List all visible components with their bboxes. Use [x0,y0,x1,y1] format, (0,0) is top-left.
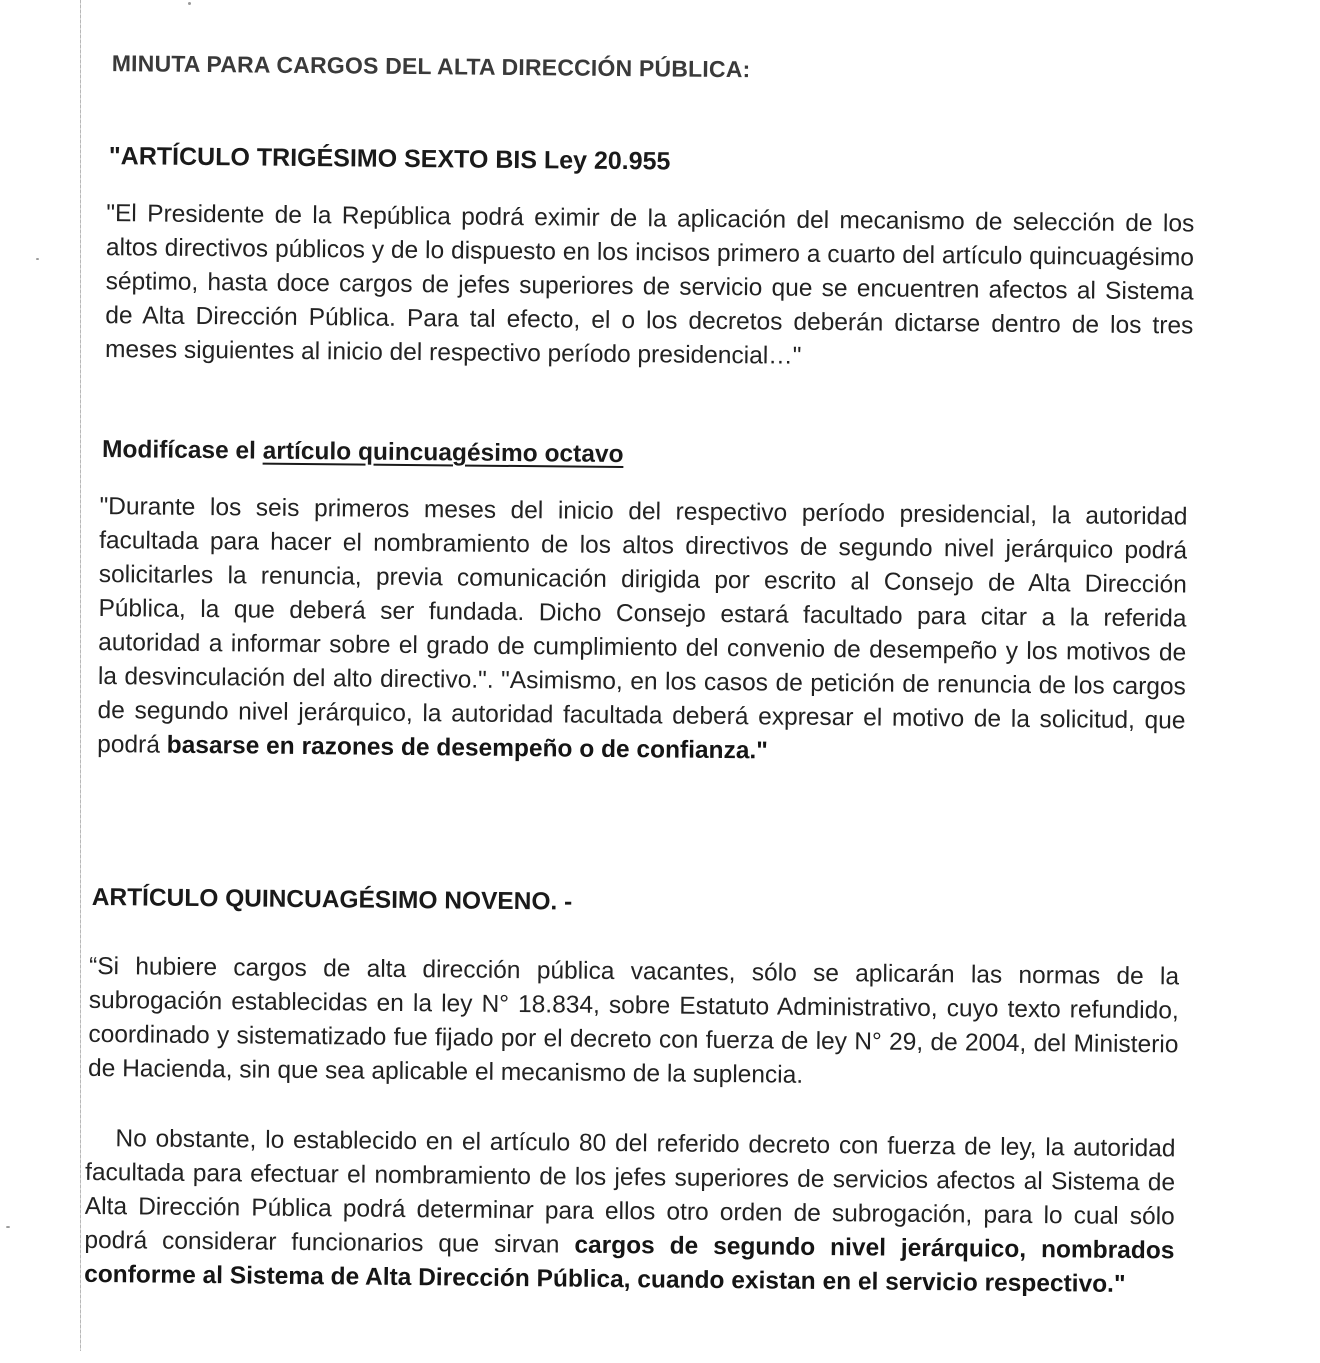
paragraph-bold-text: cargos de segundo nivel jerárquico, nombrados conforme al Sistema de Alta Dirección Pública, cuando existan en el servicio respectivo." [84,1231,1175,1298]
paragraph-text: "El Presidente de la República podrá eximir de la aplicación del mecanismo de selección de los altos directivos públicos y de lo dispuesto en los incisos primero a cuarto del artículo quincuagésimo séptimo, hasta doce cargos de jefes superiores de servicio que se encuentren afectos al Sistema de Alta Dirección Pública. Para tal efecto, el o los decretos deberán dictarse dentro de los tres meses siguientes al inicio del respectivo período presidencial…" [104,200,1195,370]
heading-article-reference: artículo quincuagésimo octavo [262,437,624,469]
paragraph-trigesimo-sexto-bis [105,197,1195,377]
paragraph-quincuagesimo-noveno-1 [88,950,1179,1096]
paragraph-bold-text: basarse en razones de desempeño o de confianza." [166,731,768,765]
section-heading-quincuagesimo-noveno: ARTÍCULO QUINCUAGÉSIMO NOVENO. - [91,883,573,916]
paragraph-text: “Si hubiere cargos de alta dirección pública vacantes, sólo se aplicarán las normas de la subrogación establecidas en la ley N° 18.834, sobre Estatuto Administrativo, cuyo texto refundido, coordinado y sistematizado fue fijado por el decreto con fuerza de ley N° 29, de 2004, del Ministerio de Hacienda, sin que sea aplicable el mecanismo de la suplencia. [87,952,1180,1089]
document-title: MINUTA PARA CARGOS DEL ALTA DIRECCIÓN PÚBLICA: [111,50,751,83]
paragraph-text: "Durante los seis primeros meses del inicio del respectivo período presidencial, la autoridad facultada para hacer el nombramiento de los altos directivos de segundo nivel jerárquico podrá solicitarles la renuncia, previa comunicación dirigida por escrito al Consejo de Alta Dirección Pública, la que deberá ser fundada. Dicho Consejo estará facultado para citar a la referida autoridad a informar sobre el grado de cumplimiento del convenio de desempeño y los motivos de la desvinculación del alto directivo.". "Asimismo, en los casos de petición de renuncia de los cargos de segundo nivel jerárquico, la autoridad facultada deberá expresar el motivo de la solicitud, que podrá [97,493,1188,759]
section-heading-trigesimo-sexto-bis: "ARTÍCULO TRIGÉSIMO SEXTO BIS Ley 20.955 [108,142,671,176]
paragraph-text: No obstante, lo establecido en el artículo 80 del referido decreto con fuerza de ley, la autoridad facultada para efectuar el nombramiento de los jefes superiores de servicios afectos al Sistema de Alta Dirección Pública podrá determinar para ellos otro orden de subrogación, para lo cual sólo podrá considerar funcionarios que sirvan [84,1125,1176,1259]
heading-prefix: Modifícase el [101,436,263,465]
paragraph-quincuagesimo-noveno-2 [84,1122,1176,1302]
section-heading-modificase [102,436,624,469]
paragraph-quincuagesimo-octavo [97,490,1188,772]
